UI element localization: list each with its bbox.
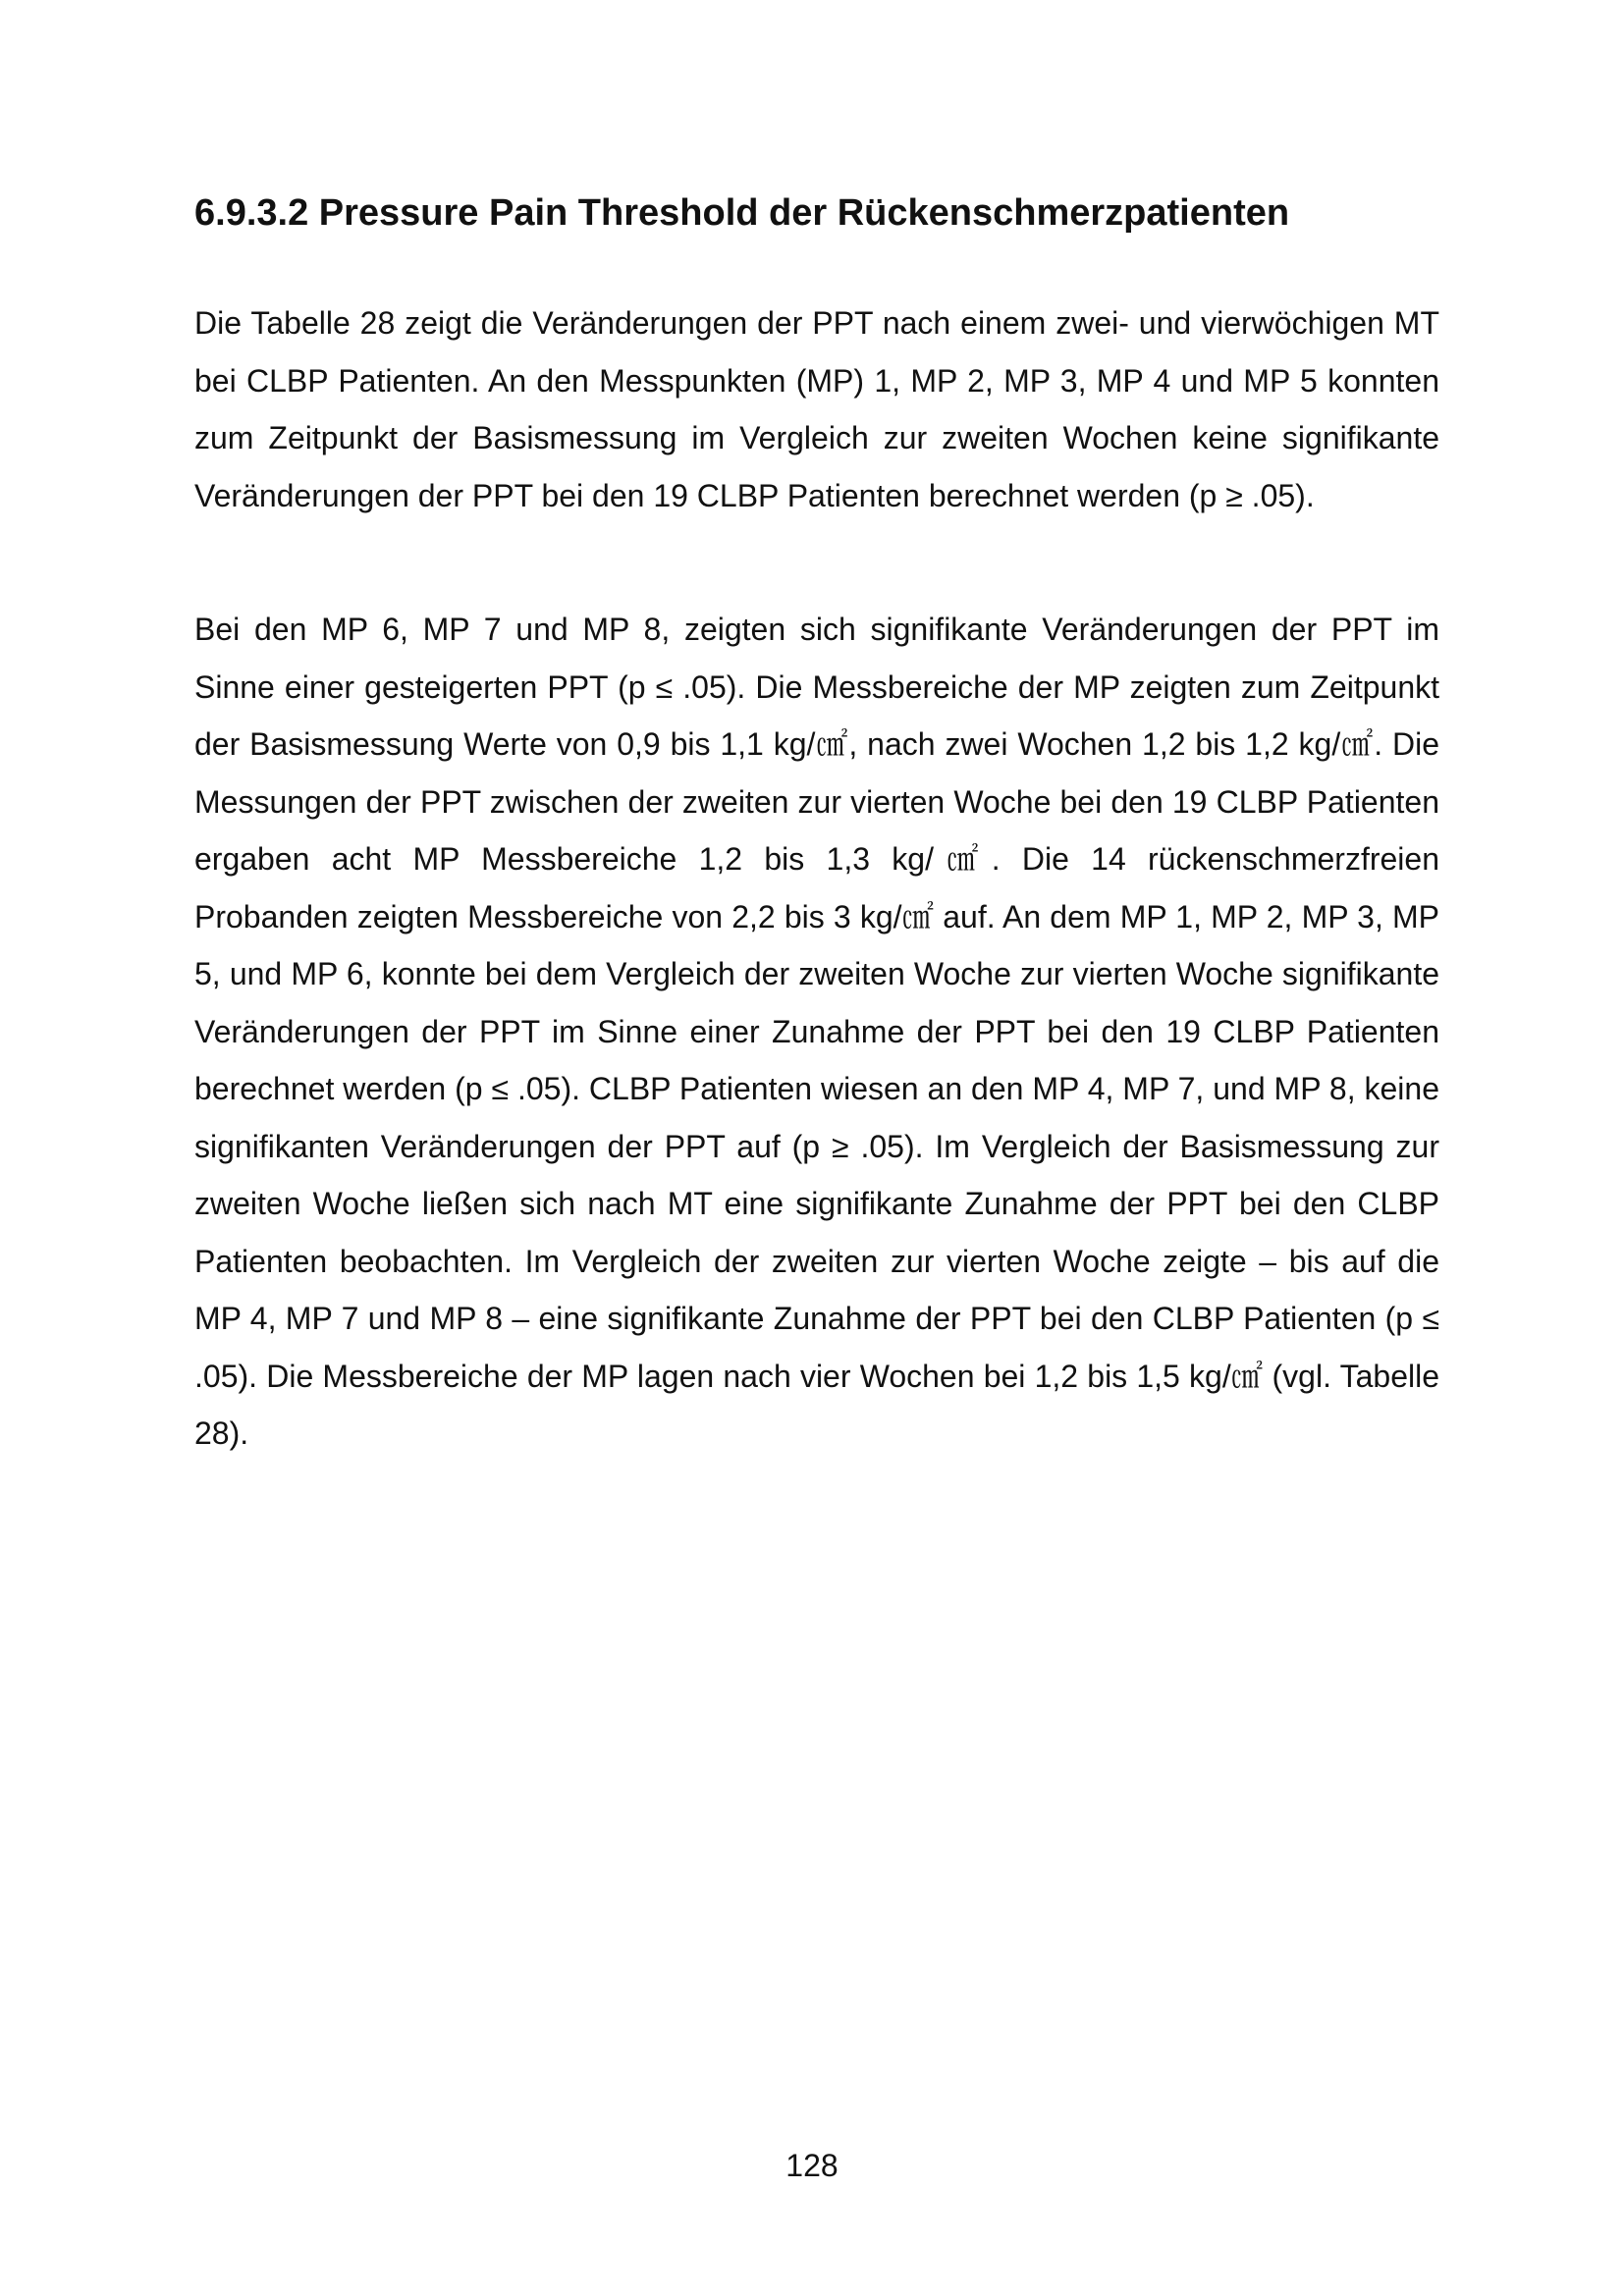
page-number: 128 [785,2148,839,2183]
paragraph-1: Die Tabelle 28 zeigt die Veränderungen der PPT nach einem zwei- und vierwöchigen MT bei CLBP Patienten. An den Messpunkten (MP) 1, MP 2, MP 3, MP 4 und MP 5 konnten zum Zeitpunkt der Basismessung im Vergleich zur zweiten Wochen keine signifikante Veränderungen der PPT bei den 19 CLBP Patienten berechnet werden (p ≥ .05). [194,305,1439,513]
paragraph-2: Bei den MP 6, MP 7 und MP 8, zeigten sich signifikante Veränderungen der PPT im Sinne einer gesteigerten PPT (p ≤ .05). Die Messbereiche der MP zeigten zum Zeitpunkt der Basismessung Werte von 0,9 bis 1,1 kg/㎠, nach zwei Wochen 1,2 bis 1,2 kg/㎠. Die Messungen der PPT zwischen der zweiten zur vierten Woche bei den 19 CLBP Patienten ergaben acht MP Messbereiche 1,2 bis 1,3 kg/㎠. Die 14 rückenschmerzfreien Probanden zeigten Messbereiche von 2,2 bis 3 kg/㎠ auf. An dem MP 1, MP 2, MP 3, MP 5, und MP 6, konnte bei dem Vergleich der zweiten Woche zur vierten Woche signifikante Veränderungen der PPT im Sinne einer Zunahme der PPT bei den 19 CLBP Patienten berechnet werden (p ≤ .05). CLBP Patienten wiesen an den MP 4, MP 7, und MP 8, keine signifikanten Veränderungen der PPT auf (p ≥ .05). Im Vergleich der Basismessung zur zweiten Woche ließen sich nach MT eine signifikante Zunahme der PPT bei den CLBP Patienten beobachten. Im Vergleich der zweiten zur vierten Woche zeigte – bis auf die MP 4, MP 7 und MP 8 – eine signifikante Zunahme der PPT bei den CLBP Patienten (p ≤ .05). Die Messbereiche der MP lagen nach vier Wochen bei 1,2 bis 1,5 kg/㎠ (vgl. Tabelle 28). [194,612,1440,1451]
section-heading: 6.9.3.2 Pressure Pain Threshold der Rückenschmerzpatienten [194,192,1290,234]
